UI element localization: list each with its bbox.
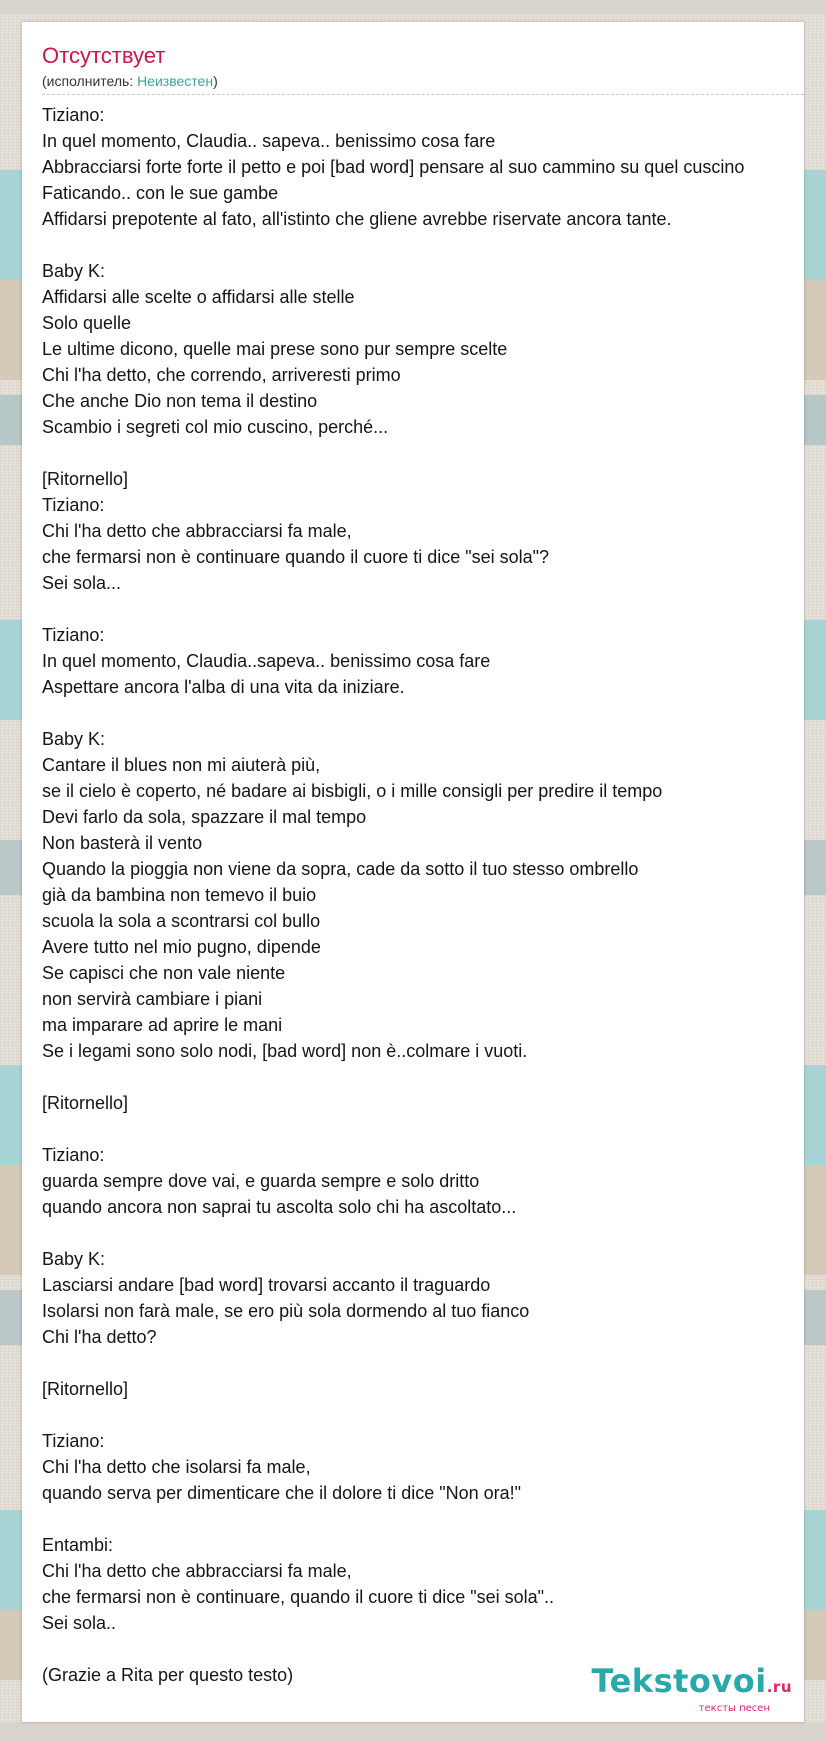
song-title: Отсутствует [42,43,166,68]
background-stripe [0,0,826,14]
lyrics-text: Tiziano: In quel momento, Claudia.. sapeva.. benissimo cosa fare Abbracciarsi forte forte il petto e poi [bad word] pensare al suo cammino su quel cuscino Faticando.. con le sue gambe Affidarsi prepotente al fato, all'istinto che gliene avrebbe riservate ancora tante. Baby K: Affidarsi alle scelte o affidarsi alle stelle Solo quelle Le ultime dicono, quelle mai prese sono pur sempre scelte Chi l'ha detto, che correndo, arriveresti primo Che anche Dio non tema il destino Scambio i segreti col mio cuscino, perché... [Ritornello] Tiziano: Chi l'ha detto che abbracciarsi fa male, che fermarsi non è continuare quando il cuore ti dice "sei sola"? Sei sola... Tiziano: In quel momento, Claudia..sapeva.. benissimo cosa fare Aspettare ancora l'alba di una vita da iniziare. Baby K: Cantare il blues non mi aiuterà più, se il cielo è coperto, né badare ai bisbigli, o i mille consigli per predire il tempo Devi farlo da sola, spazzare il mal tempo Non basterà il vento Quando la pioggia non viene da sopra, cade da sotto il tuo stesso ombrello già da bambina non temevo il buio scuola la sola a scontrarsi col bullo Avere tutto nel mio pugno, dipende Se capisci che non vale niente non servirà cambiare i piani ma imparare ad aprire le mani Se i legami sono solo nodi, [bad word] non è..colmare i vuoti. [Ritornello] Tiziano: guarda sempre dove vai, e guarda sempre e solo dritto quando ancora non saprai tu ascolta solo chi ha ascoltato... Baby K: Lasciarsi andare [bad word] trovarsi accanto il traguardo Isolarsi non farà male, se ero più sola dormendo al tuo fianco Chi l'ha detto? [Ritornello] Tiziano: Chi l'ha detto che isolarsi fa male, quando serva per dimenticare che il dolore ti dice "Non ora!" Entambi: Chi l'ha detto che abbracciarsi fa male, che fermarsi non è continuare, quando il cuore ti dice "sei sola".. Sei sola.. (Grazie a Rita per questo testo) [42,105,745,1685]
background-stripe [0,1722,826,1742]
artist-suffix: ) [213,73,218,89]
header-divider [42,94,804,95]
logo-name: Tekstovoi [591,1662,767,1700]
lyrics-card [22,22,804,1722]
artist-link[interactable]: Неизвестен [137,73,214,89]
logo-tld: .ru [766,1678,792,1696]
logo-tagline: тексты песен [698,1703,770,1714]
artist-prefix: (исполнитель: [42,73,138,89]
site-logo[interactable] [591,1662,792,1714]
logo-wordmark [591,1662,792,1703]
artist-line [42,72,218,90]
